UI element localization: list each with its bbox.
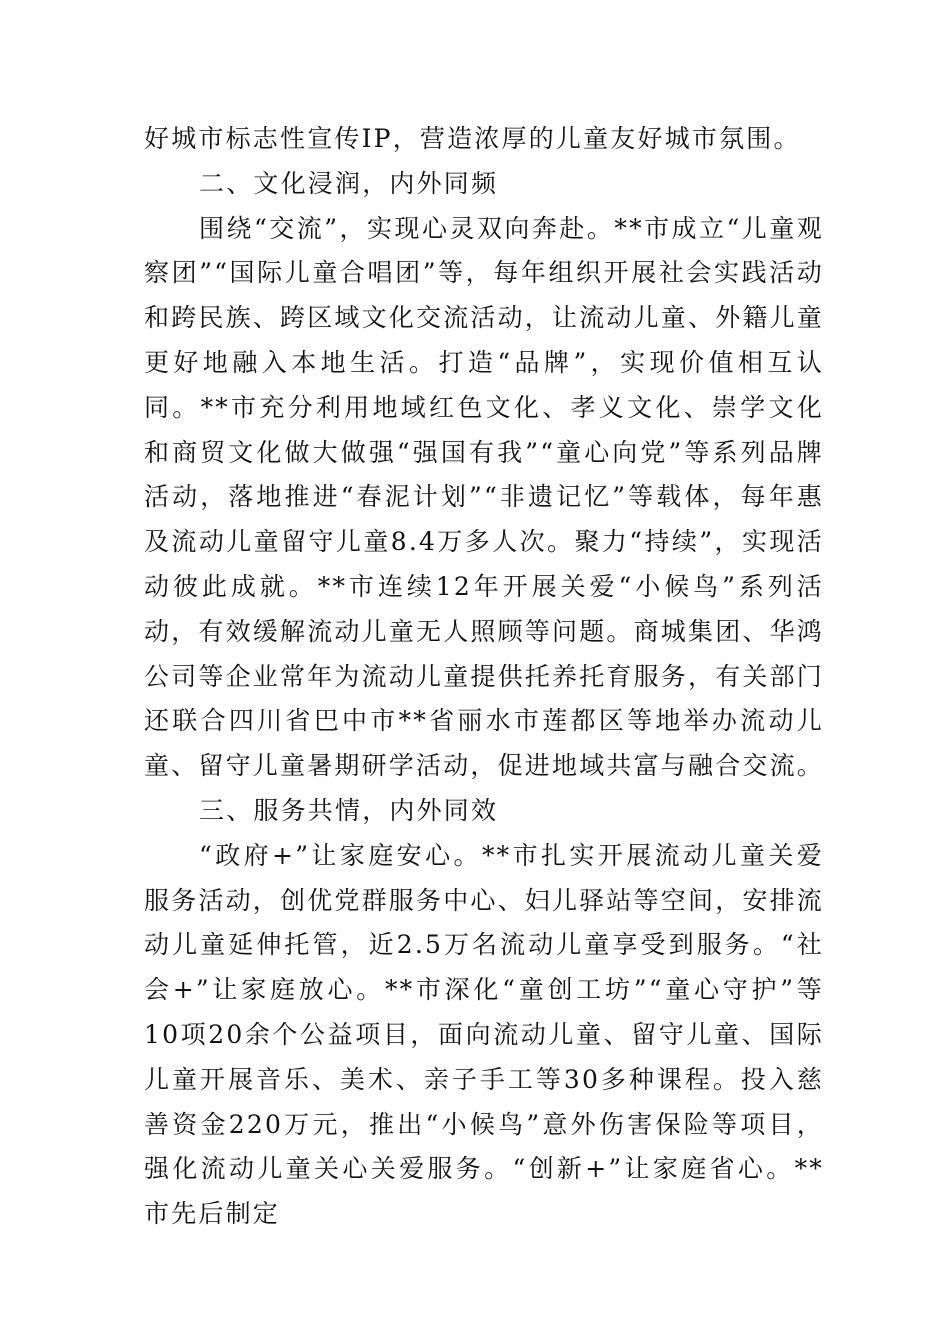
section-paragraph-service: “政府+”让家庭安心。**市扎实开展流动儿童关爱服务活动，创优党群服务中心、妇儿驿站等空间，安排流动儿童延伸托管，近2.5万名流动儿童享受到服务。“社会+”让家庭放心。**市深化“童创工坊”“童心守护”等10项20余个公益项目，面向流动儿童、留守儿童、国际儿童开展音乐、美术、亲子手工等30多种课程。投入慈善资金220万元，推出“小候鸟”意外伤害保险等项目，强化流动儿童关心关爱服务。“创新+”让家庭省心。**市先后制定 bbox=[144, 840, 825, 1229]
section-paragraph-culture: 围绕“交流”，实现心灵双向奔赴。**市成立“儿童观察团”“国际儿童合唱团”等，每年组织开展社会实践活动和跨民族、跨区域文化交流活动，让流动儿童、外籍儿童更好地融入本地生活。打造“品牌”，实现价值相互认同。**市充分利用地域红色文化、孝义文化、崇学文化和商贸文化做大做强“强国有我”“童心向党”等系列品牌活动，落地推进“春泥计划”“非遗记忆”等载体，每年惠及流动儿童留守儿童8.4万多人次。聚力“持续”，实现活动彼此成就。**市连续12年开展关爱“小候鸟”系列活动，有效缓解流动儿童无人照顾等问题。商城集团、华鸿公司等企业常年为流动儿童提供托养托育服务，有关部门还联合四川省巴中市**省丽水市莲都区等地举办流动儿童、留守儿童暑期研学活动，促进地域共富与融合交流。 bbox=[144, 213, 825, 781]
opening-paragraph: 好城市标志性宣传IP，营造浓厚的儿童友好城市氛围。 bbox=[144, 124, 801, 153]
document-body bbox=[144, 117, 824, 1237]
section-heading-service: 三、服务共情，内外同效 bbox=[199, 795, 499, 825]
section-heading-culture: 二、文化浸润，内外同频 bbox=[199, 168, 499, 198]
